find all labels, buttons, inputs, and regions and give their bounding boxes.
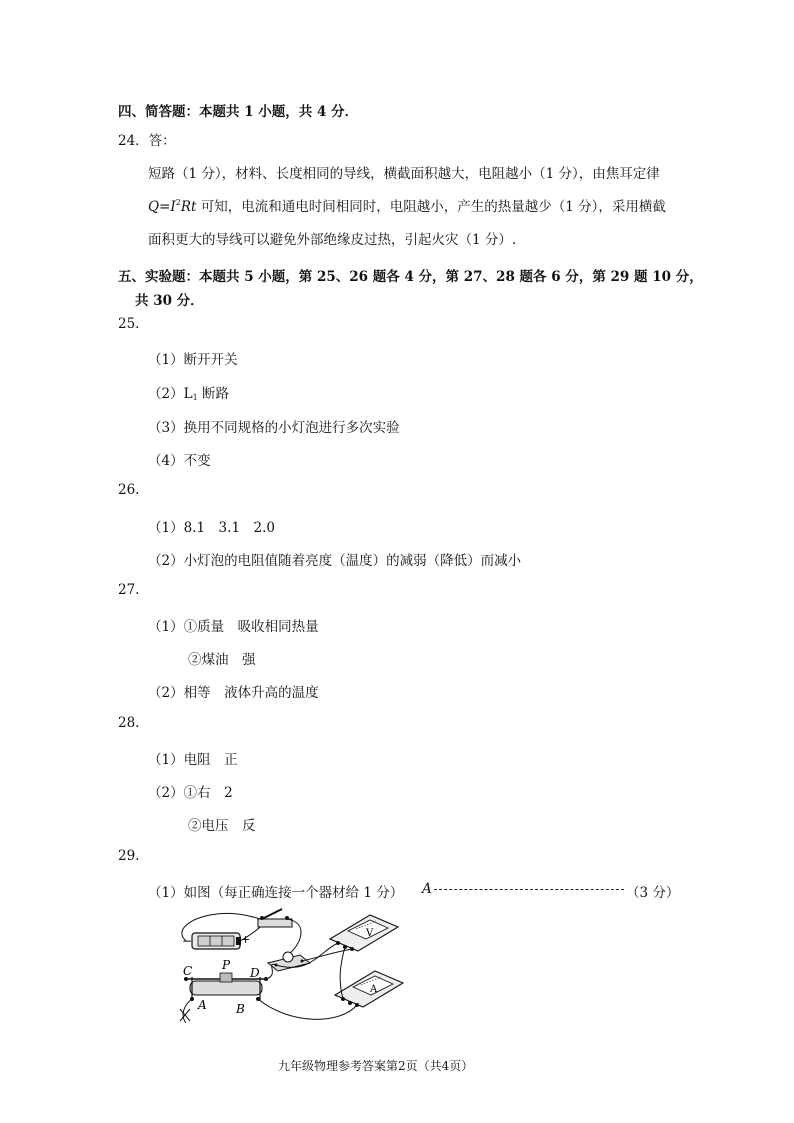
section-4-heading: 四、简答题：本题共 1 小题，共 4 分． <box>118 104 359 120</box>
circuit-diagram <box>170 905 420 1030</box>
q27-answer-2: （2）相等 液体升高的温度 <box>148 685 319 701</box>
q25-answer-2-sub: 1 <box>192 393 198 402</box>
q27-answer-1b: ②煤油 强 <box>188 652 256 668</box>
q25-answer-4: （4）不变 <box>148 453 211 469</box>
q25-number: 25. <box>118 316 140 332</box>
q24-line-2 <box>148 195 666 215</box>
q26-answer-2: （2）小灯泡的电阻值随着亮度（温度）的减弱（降低）而减小 <box>148 553 522 569</box>
q28-number: 28. <box>118 715 140 731</box>
q26-answer-1: （1）8.1 3.1 2.0 <box>148 520 275 536</box>
q29-score: （3 分） <box>626 885 680 901</box>
slider-p-label: P <box>222 958 231 972</box>
battery-minus-label: − <box>182 934 193 948</box>
q29-answer-1-text: （1）如图（每正确连接一个器材给 1 分） <box>148 885 404 901</box>
q27-answer-1a: （1）①质量 吸收相同热量 <box>148 619 319 635</box>
q29-number: 29. <box>118 848 140 864</box>
q24-line-2-rest: 可知，电流和通电时间相同时，电阻越小，产生的热量越少（1 分），采用横截 <box>196 199 666 215</box>
q27-number: 27. <box>118 582 140 598</box>
battery-icon <box>192 933 241 949</box>
section-5-heading-line-1: 五、实验题：本题共 5 小题，第 25、26 题各 4 分，第 27、28 题各 6 分，第 29 题 10 分， <box>118 269 703 285</box>
terminal-c-label: C <box>183 964 193 978</box>
q26-number: 26. <box>118 482 140 498</box>
section-5-heading-line-2: 共 30 分． <box>135 293 204 309</box>
bulb-icon <box>268 952 310 971</box>
switch-icon <box>258 909 292 927</box>
page-footer: 九年级物理参考答案第2页（共4页） <box>278 1059 474 1073</box>
q28-answer-2a: （2）①右 2 <box>148 785 233 801</box>
dotted-leader <box>434 889 624 890</box>
voltmeter-label: V <box>366 928 374 939</box>
formula-rt: Rt <box>180 199 197 215</box>
q24-line-1: 短路（1 分），材料、长度相同的导线，横截面积越大，电阻越小（1 分），由焦耳定律 <box>148 166 660 182</box>
formula-eq: = <box>159 199 171 215</box>
ammeter-icon <box>335 971 403 1007</box>
terminal-b-label: B <box>236 1002 245 1016</box>
q25-answer-3: （3）换用不同规格的小灯泡进行多次实验 <box>148 420 400 436</box>
q25-answer-1: （1）断开开关 <box>148 352 238 368</box>
q29-answer-letter: A <box>422 881 432 897</box>
q24-number: 24．答： <box>118 133 176 149</box>
q28-answer-2b: ②电压 反 <box>188 818 256 834</box>
formula-sup: 2 <box>175 198 181 207</box>
q28-answer-1: （1）电阻 正 <box>148 752 238 768</box>
terminal-a-label: A <box>198 998 207 1012</box>
formula-q: Q <box>148 199 160 215</box>
ammeter-label: A <box>370 984 378 995</box>
q24-line-3: 面积更大的导线可以避免外部绝缘皮过热，引起火灾（1 分）. <box>148 232 517 248</box>
battery-plus-label: + <box>241 933 251 946</box>
voltmeter-icon <box>330 915 398 951</box>
terminal-d-label: D <box>250 966 260 980</box>
q25-answer-2-pre: （2）L <box>148 386 193 402</box>
formula-i: I <box>170 199 176 215</box>
q25-answer-2-post: 断路 <box>197 386 229 402</box>
q25-answer-2 <box>148 382 229 402</box>
